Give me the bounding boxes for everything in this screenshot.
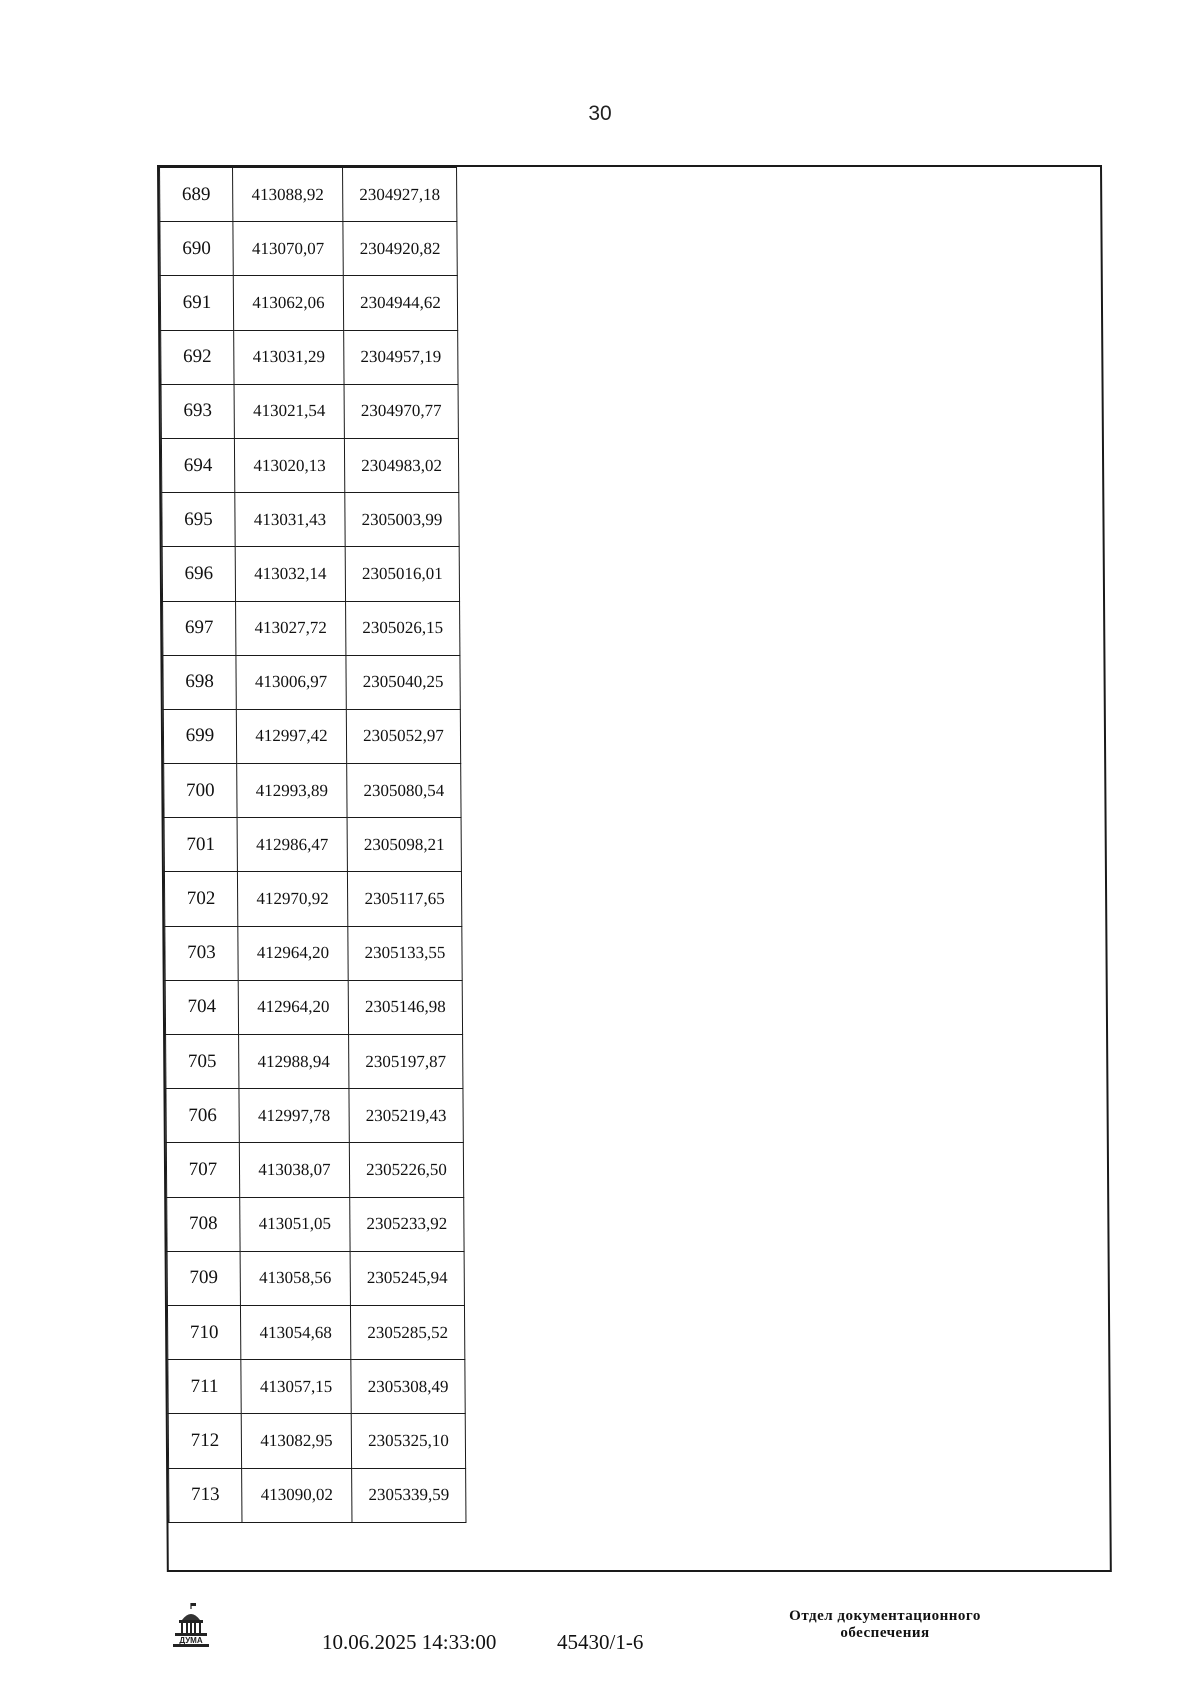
y-coordinate-cell: 2305197,87 (349, 1035, 463, 1089)
table-row (168, 1360, 465, 1414)
point-number-cell: 707 (166, 1143, 239, 1197)
table-row (168, 1414, 465, 1468)
y-coordinate-cell: 2305308,49 (351, 1360, 465, 1414)
table-row (164, 818, 461, 872)
coordinates-table (159, 167, 466, 1523)
table-row (166, 1143, 463, 1197)
point-number-cell: 689 (160, 168, 233, 222)
point-number-cell: 702 (164, 872, 237, 926)
x-coordinate-cell: 413031,43 (235, 493, 345, 547)
y-coordinate-cell: 2304944,62 (343, 276, 457, 330)
x-coordinate-cell: 413082,95 (241, 1414, 351, 1468)
point-number-cell: 693 (161, 384, 234, 438)
x-coordinate-cell: 412970,92 (237, 872, 347, 926)
y-coordinate-cell: 2305117,65 (347, 872, 461, 926)
point-number-cell: 690 (160, 222, 233, 276)
table-row (169, 1468, 466, 1522)
page-number: 30 (588, 102, 612, 125)
table-row (161, 438, 458, 492)
x-coordinate-cell: 412988,94 (239, 1035, 349, 1089)
x-coordinate-cell: 412964,20 (238, 926, 348, 980)
y-coordinate-cell: 2305026,15 (346, 601, 460, 655)
x-coordinate-cell: 413031,29 (234, 330, 344, 384)
y-coordinate-cell: 2305016,01 (345, 547, 459, 601)
table-row (167, 1197, 464, 1251)
y-coordinate-cell: 2304920,82 (343, 222, 457, 276)
x-coordinate-cell: 413054,68 (240, 1305, 350, 1359)
y-coordinate-cell: 2304957,19 (344, 330, 458, 384)
svg-text:ДУМА: ДУМА (179, 1636, 203, 1645)
footer-department-stamp (725, 1608, 1045, 1642)
point-number-cell: 700 (164, 764, 237, 818)
table-row (165, 926, 462, 980)
x-coordinate-cell: 413062,06 (233, 276, 343, 330)
y-coordinate-cell: 2305080,54 (347, 764, 461, 818)
department-line-1: Отдел документационного (789, 1608, 981, 1624)
point-number-cell: 704 (165, 980, 238, 1034)
x-coordinate-cell: 413057,15 (241, 1360, 351, 1414)
table-row (164, 872, 461, 926)
x-coordinate-cell: 412993,89 (237, 764, 347, 818)
point-number-cell: 709 (167, 1251, 240, 1305)
x-coordinate-cell: 413021,54 (234, 384, 344, 438)
y-coordinate-cell: 2304983,02 (344, 438, 458, 492)
table-row (167, 1305, 464, 1359)
y-coordinate-cell: 2305245,94 (350, 1251, 464, 1305)
y-coordinate-cell: 2305133,55 (348, 926, 462, 980)
y-coordinate-cell: 2305219,43 (349, 1089, 463, 1143)
point-number-cell: 699 (163, 709, 236, 763)
table-row (165, 980, 462, 1034)
point-number-cell: 708 (167, 1197, 240, 1251)
point-number-cell: 694 (161, 438, 234, 492)
x-coordinate-cell: 412997,78 (239, 1089, 349, 1143)
y-coordinate-cell: 2305146,98 (348, 980, 462, 1034)
point-number-cell: 697 (163, 601, 236, 655)
x-coordinate-cell: 413090,02 (242, 1468, 352, 1522)
y-coordinate-cell: 2305040,25 (346, 655, 460, 709)
point-number-cell: 698 (163, 655, 236, 709)
table-row (163, 709, 460, 763)
table-row (160, 276, 457, 330)
y-coordinate-cell: 2305339,59 (352, 1468, 466, 1522)
footer-datetime: 10.06.2025 14:33:00 (322, 1630, 497, 1654)
y-coordinate-cell: 2305226,50 (349, 1143, 463, 1197)
table-row (160, 168, 457, 222)
coordinates-table-body (160, 168, 466, 1523)
table-row (164, 764, 461, 818)
y-coordinate-cell: 2305003,99 (345, 493, 459, 547)
x-coordinate-cell: 413051,05 (240, 1197, 350, 1251)
y-coordinate-cell: 2305325,10 (351, 1414, 465, 1468)
y-coordinate-cell: 2305052,97 (346, 709, 460, 763)
x-coordinate-cell: 413032,14 (235, 547, 345, 601)
point-number-cell: 701 (164, 818, 237, 872)
table-row (161, 330, 458, 384)
point-number-cell: 706 (166, 1089, 239, 1143)
table-row (162, 547, 459, 601)
point-number-cell: 711 (168, 1360, 241, 1414)
x-coordinate-cell: 413058,56 (240, 1251, 350, 1305)
x-coordinate-cell: 413088,92 (233, 168, 343, 222)
point-number-cell: 712 (168, 1414, 241, 1468)
x-coordinate-cell: 413027,72 (236, 601, 346, 655)
x-coordinate-cell: 413020,13 (234, 438, 344, 492)
point-number-cell: 710 (167, 1305, 240, 1359)
coordinates-frame (157, 165, 1112, 1572)
department-line-2: обеспечения (840, 1625, 930, 1641)
y-coordinate-cell: 2304927,18 (343, 168, 457, 222)
table-row (163, 601, 460, 655)
table-row (163, 655, 460, 709)
page-footer (0, 1600, 1200, 1680)
footer-document-number: 45430/1-6 (557, 1630, 644, 1654)
x-coordinate-cell: 412997,42 (236, 709, 346, 763)
point-number-cell: 703 (165, 926, 238, 980)
table-row (162, 493, 459, 547)
point-number-cell: 713 (169, 1468, 242, 1522)
point-number-cell: 695 (162, 493, 235, 547)
point-number-cell: 705 (166, 1035, 239, 1089)
y-coordinate-cell: 2305098,21 (347, 818, 461, 872)
point-number-cell: 692 (161, 330, 234, 384)
y-coordinate-cell: 2304970,77 (344, 384, 458, 438)
table-row (166, 1035, 463, 1089)
table-row (160, 222, 457, 276)
point-number-cell: 691 (160, 276, 233, 330)
y-coordinate-cell: 2305233,92 (350, 1197, 464, 1251)
x-coordinate-cell: 413038,07 (239, 1143, 349, 1197)
table-row (167, 1251, 464, 1305)
table-row (166, 1089, 463, 1143)
point-number-cell: 696 (162, 547, 235, 601)
y-coordinate-cell: 2305285,52 (350, 1305, 464, 1359)
x-coordinate-cell: 412964,20 (238, 980, 348, 1034)
x-coordinate-cell: 412986,47 (237, 818, 347, 872)
x-coordinate-cell: 413070,07 (233, 222, 343, 276)
x-coordinate-cell: 413006,97 (236, 655, 346, 709)
duma-building-icon (170, 1602, 212, 1650)
table-row (161, 384, 458, 438)
